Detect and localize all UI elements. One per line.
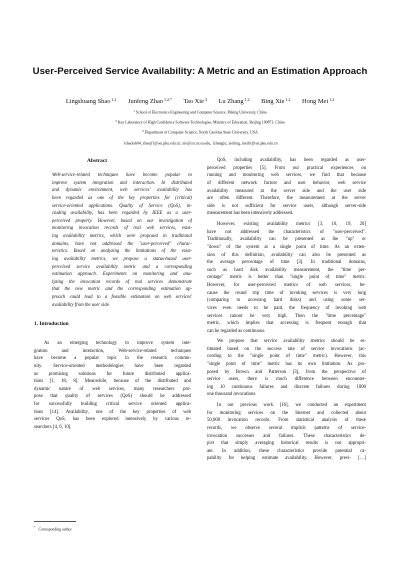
affiliation-block bbox=[0, 107, 400, 148]
introduction-paragraph: As an emerging technology to improve system inte- bbox=[44, 341, 191, 346]
introduction-paragraph-body: gration and interaction, Web-service-related techniques have become a popular topic in the research commu- nity. Service-oriented methodologies have been regarded as promising solutions for future distributed applica- tions [1, 18, 8]. Meanwhile, because of the distributed and dynamic nature of web services, many researchers pro- pose that quality of services (QoS) should be addressed for successfully building critical service oriented applica- tions [14]. Availability, one of the key properties of web services QoS, has been explored intensively by various re- searchers [4, 6, 10]. bbox=[34, 348, 191, 430]
author: Bing Xie$^{1,2}$ bbox=[261, 97, 291, 105]
abstract-text: Web-service-related techniques have become popular to improve system integration and interaction. In distributed and dynamic environment, web services' availability has been regarded as one of the key properties for (critical) service-oriented applications. Quality of Service (QoS), in- cluding availability, has been regarded by IEEE as a user- perceived property. However, based on our investigation of monitoring invocation records of real web services, exist- ing availability metrics, which were proposed in traditional domains, have not addressed the "user-perceived" charac- teristics. Based on analyzing the limitations of the exist- ing availability metrics, we propose a status-based user- perceived service availability metric and a corresponding estimation approach. Experiments on monitoring and ana- lyzing the invocation records of real services demonstrate that the new metric and the corresponding estimation ap- proach could lead to a feasible estimation on web services' availability from the user side. bbox=[52, 173, 192, 308]
introduction-heading: 1. Introduction bbox=[34, 321, 69, 327]
footnote-rule bbox=[34, 521, 76, 522]
author: Lingshuang Shao$^{1,2}$ bbox=[65, 97, 117, 105]
affiliation-line: $^1$School of Electronics Engineering and Computer Science, Peking University, China bbox=[133, 109, 267, 115]
right-column-paragraph: QoS, including availability, has been regarded as user- perceived properties [5]. From our practical experiences on running and monitoring web services, we find that because of different network factors and user behavior, web service availability measured at the server side and the user side are often different. Therefore, the measurement at the server side is not sufficient for service users, although server-side measurement has been intensively addressed. bbox=[207, 158, 366, 217]
affiliation-line: $^2$Key Laboratory of High Confidence Software Technologies, Ministry of Education, Beijing 100871, China bbox=[115, 119, 285, 125]
author: Lu Zhang$^{1,2}$ bbox=[218, 97, 250, 105]
right-column-paragraph: However, existing availability metrics [3, 10, 19, 20] have not addressed the characteristics of "user-perceived". Traditionally, availability can be presented as the "up" or "down" of the system at a single point of time. As an exten- sion of this definition, availability can also be presented as the average percentage of time [3]. In traditional domains, such as hard disk availability measurement, the "time per- centage" metric is better than "single point of time" metric. However, for user-perceived metrics of web services, be- cause the round trip time of invoking services is very long (comparing to accessing hard disks) and using some ser- vices even needs to be paid, the frequency of invoking web services cannot be very high. Then the "time percentage" metric, which implies that accessing is frequent enough that can be regarded as continuous. bbox=[207, 222, 366, 334]
author: Hong Mei$^{1,2}$ bbox=[302, 97, 335, 105]
author: Tao Xie$^3$ bbox=[183, 97, 207, 105]
affiliation-line: $^3$Department of Computer Science, North Carolina State University, USA bbox=[142, 129, 258, 135]
footnote: *Corresponding author bbox=[34, 525, 72, 532]
right-column-paragraph: We propose that service availability metrics should be es- timated based on the success rate of service invocations (ac- cording to the "single point of time" metric). However, this "single point of time" metric has its own limitation. As pro- posed by Brown and Patterson [3], from the perspective of service users, there is much difference between encounter- ing 10 continuous failures and discrete failures during 1000 one thousand invocations. bbox=[207, 339, 366, 398]
right-column-paragraph: In our previous work [16], we conducted an experiment for monitoring services on the Internet and collected about 50,000 invocation records. From statistical analysis of these records, we observe several implicit patterns of service- invocation successes and failures. These characteristics de- pict that simply averaging historical results is not appropri- ate. In addition, these characteristics provide potential ca- pability for helping estimate availability. However, previ- […] bbox=[207, 403, 366, 462]
author-list bbox=[0, 96, 400, 106]
abstract-heading: Abstract bbox=[87, 158, 108, 164]
paper-title: User-Perceived Service Availability: A Metric and an Estimation Approach bbox=[32, 66, 368, 77]
author: Junfeng Zhao$^{1,2,*}$ bbox=[128, 97, 172, 105]
author-emails: {shaolsh04, zhaojf}@sei.pku.edu.cn, xie@csc.ncsu.edu, {zhanglu, xiebing, meih}@sei.pku.edu.cn bbox=[123, 141, 278, 146]
